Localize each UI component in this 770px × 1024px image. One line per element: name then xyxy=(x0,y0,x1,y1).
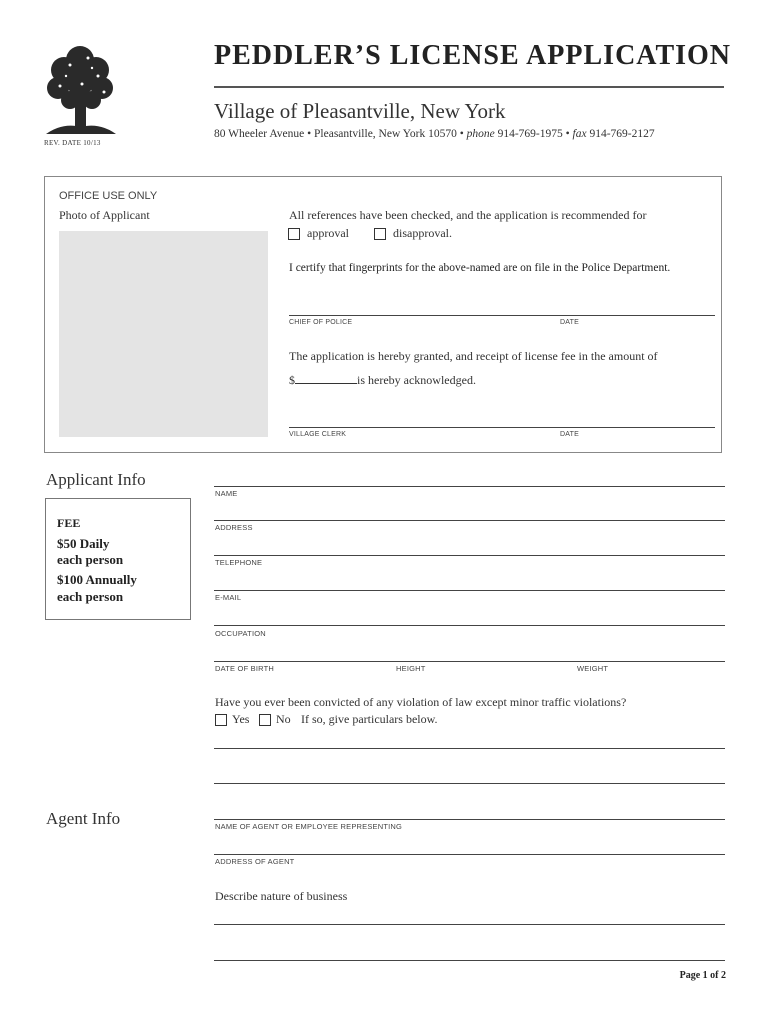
telephone-field[interactable] xyxy=(214,555,725,556)
clerk-date-label: DATE xyxy=(560,431,579,438)
photo-label: Photo of Applicant xyxy=(59,208,150,222)
dob-height-weight-field[interactable] xyxy=(214,661,725,662)
title-divider xyxy=(214,86,724,88)
dob-label: DATE OF BIRTH xyxy=(215,664,274,673)
agent-name-field[interactable] xyxy=(214,819,725,820)
business-line-2[interactable] xyxy=(214,960,725,961)
chief-label: CHIEF OF POLICE xyxy=(289,319,353,326)
fax-number: 914-769-2127 xyxy=(589,128,655,140)
fee-acknowledgement xyxy=(289,373,476,388)
phone-label: phone xyxy=(466,128,495,140)
contact-line xyxy=(214,128,655,140)
fee-daily: $50 Daily xyxy=(57,536,110,551)
fax-label: fax xyxy=(572,128,587,140)
fee-title: FEE xyxy=(57,516,81,530)
particulars-line-2[interactable] xyxy=(214,783,725,784)
tree-logo-icon xyxy=(40,40,120,140)
phone-number: 914-769-1975 • xyxy=(497,128,570,140)
particulars-line-1[interactable] xyxy=(214,748,725,749)
email-label: E-MAIL xyxy=(215,593,242,602)
village-name: Village of Pleasantville, New York xyxy=(214,99,506,123)
occupation-label: OCCUPATION xyxy=(215,629,266,638)
applicant-photo-area[interactable] xyxy=(59,231,268,437)
clerk-signature-line[interactable] xyxy=(289,427,715,428)
disapproval-checkbox[interactable] xyxy=(374,228,386,240)
no-checkbox[interactable] xyxy=(259,714,271,726)
no-label: No xyxy=(276,712,291,726)
approval-checkbox[interactable] xyxy=(288,228,300,240)
conviction-question: Have you ever been convicted of any violation of law except minor traffic violations? xyxy=(215,695,627,709)
address-field[interactable] xyxy=(214,520,725,521)
particulars-text: If so, give particulars below. xyxy=(301,712,438,726)
chief-signature-line[interactable] xyxy=(289,315,715,316)
applicant-info-heading: Applicant Info xyxy=(46,470,146,489)
fee-annual-unit: each person xyxy=(57,589,124,604)
office-use-label: OFFICE USE ONLY xyxy=(59,190,158,202)
granted-text: The application is hereby granted, and receipt of license fee in the amount of xyxy=(289,349,658,363)
address-label: ADDRESS xyxy=(215,523,253,532)
fee-annual: $100 Annually xyxy=(57,572,137,587)
agent-info-heading: Agent Info xyxy=(46,809,121,828)
occupation-field[interactable] xyxy=(214,625,725,626)
street-address: 80 Wheeler Avenue • Pleasantville, New York 10570 • xyxy=(214,128,464,140)
chief-date-label: DATE xyxy=(560,319,579,326)
fee-amount-field[interactable] xyxy=(295,373,357,384)
yes-label: Yes xyxy=(232,712,250,726)
weight-label: WEIGHT xyxy=(577,664,609,673)
clerk-label: VILLAGE CLERK xyxy=(289,431,347,438)
agent-address-label: ADDRESS OF AGENT xyxy=(215,857,295,866)
fingerprint-certification: I certify that fingerprints for the above-named are on file in the Police Department. xyxy=(289,262,671,274)
height-label: HEIGHT xyxy=(396,664,426,673)
page-title: PEDDLER’S LICENSE APPLICATION xyxy=(214,40,732,71)
name-label: NAME xyxy=(215,489,238,498)
agent-address-field[interactable] xyxy=(214,854,725,855)
revision-date: REV. DATE 10/13 xyxy=(44,139,101,147)
yes-checkbox[interactable] xyxy=(215,714,227,726)
approval-label: approval xyxy=(307,226,349,240)
agent-name-label: NAME OF AGENT OR EMPLOYEE REPRESENTING xyxy=(215,822,403,831)
page-number: Page 1 of 2 xyxy=(679,970,726,981)
business-line-1[interactable] xyxy=(214,924,725,925)
email-field[interactable] xyxy=(214,590,725,591)
ack-text: is hereby acknowledged. xyxy=(357,373,476,387)
describe-business-label: Describe nature of business xyxy=(215,889,348,903)
name-field[interactable] xyxy=(214,486,725,487)
fee-daily-unit: each person xyxy=(57,552,124,567)
currency-symbol: $ xyxy=(289,373,295,387)
disapproval-label: disapproval. xyxy=(393,226,452,240)
telephone-label: TELEPHONE xyxy=(215,558,263,567)
references-text: All references have been checked, and the application is recommended for xyxy=(289,208,647,222)
